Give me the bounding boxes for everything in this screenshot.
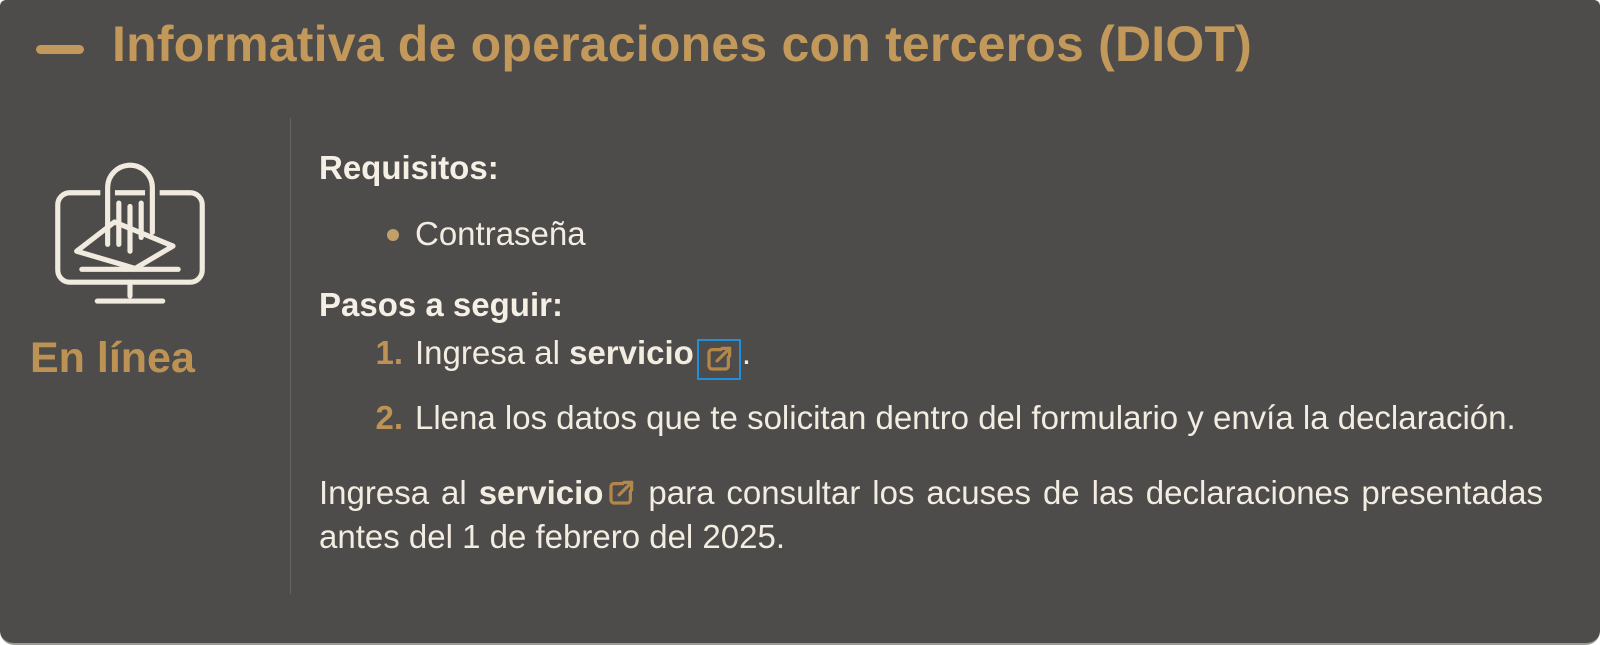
modality-column <box>0 118 290 594</box>
step1-suffix: . <box>741 334 752 372</box>
content-column <box>290 118 1600 594</box>
step-number: 2. <box>375 399 403 437</box>
minus-icon[interactable] <box>36 45 84 54</box>
step1-text-pre: Ingresa al <box>415 334 570 372</box>
modality-label: En línea <box>30 333 195 382</box>
step-text: Llena los datos que te solicitan dentro del formulario y envía la declaración. <box>415 399 1516 437</box>
external-link-icon[interactable] <box>606 478 636 508</box>
step-text <box>415 331 1543 380</box>
requirement-label: Contraseña <box>415 215 586 253</box>
note-text-pre: Ingresa al <box>319 473 479 511</box>
service-link[interactable]: servicio <box>569 334 694 372</box>
requirements-list <box>319 212 1543 257</box>
online-service-icon <box>44 148 216 308</box>
steps-heading: Pasos a seguir: <box>319 285 563 323</box>
external-link-icon[interactable] <box>704 344 734 374</box>
acuses-note <box>319 471 1543 560</box>
requirements-heading: Requisitos: <box>319 148 499 186</box>
step-1 <box>319 331 1543 380</box>
list-item <box>319 212 1543 257</box>
step-number: 1. <box>375 334 403 372</box>
bullet-dot-icon <box>387 229 399 241</box>
note-text-post: para consultar los acuses de las declaraciones presentadas antes del 1 de febrero del 2025. <box>319 473 1543 556</box>
service-link[interactable]: servicio <box>478 473 604 511</box>
page-title: Informativa de operaciones con terceros (DIOT) <box>112 16 1253 72</box>
main-row <box>0 118 1600 594</box>
accordion-header[interactable] <box>0 0 1600 74</box>
focus-ring <box>697 339 741 380</box>
step-2 <box>319 396 1543 441</box>
